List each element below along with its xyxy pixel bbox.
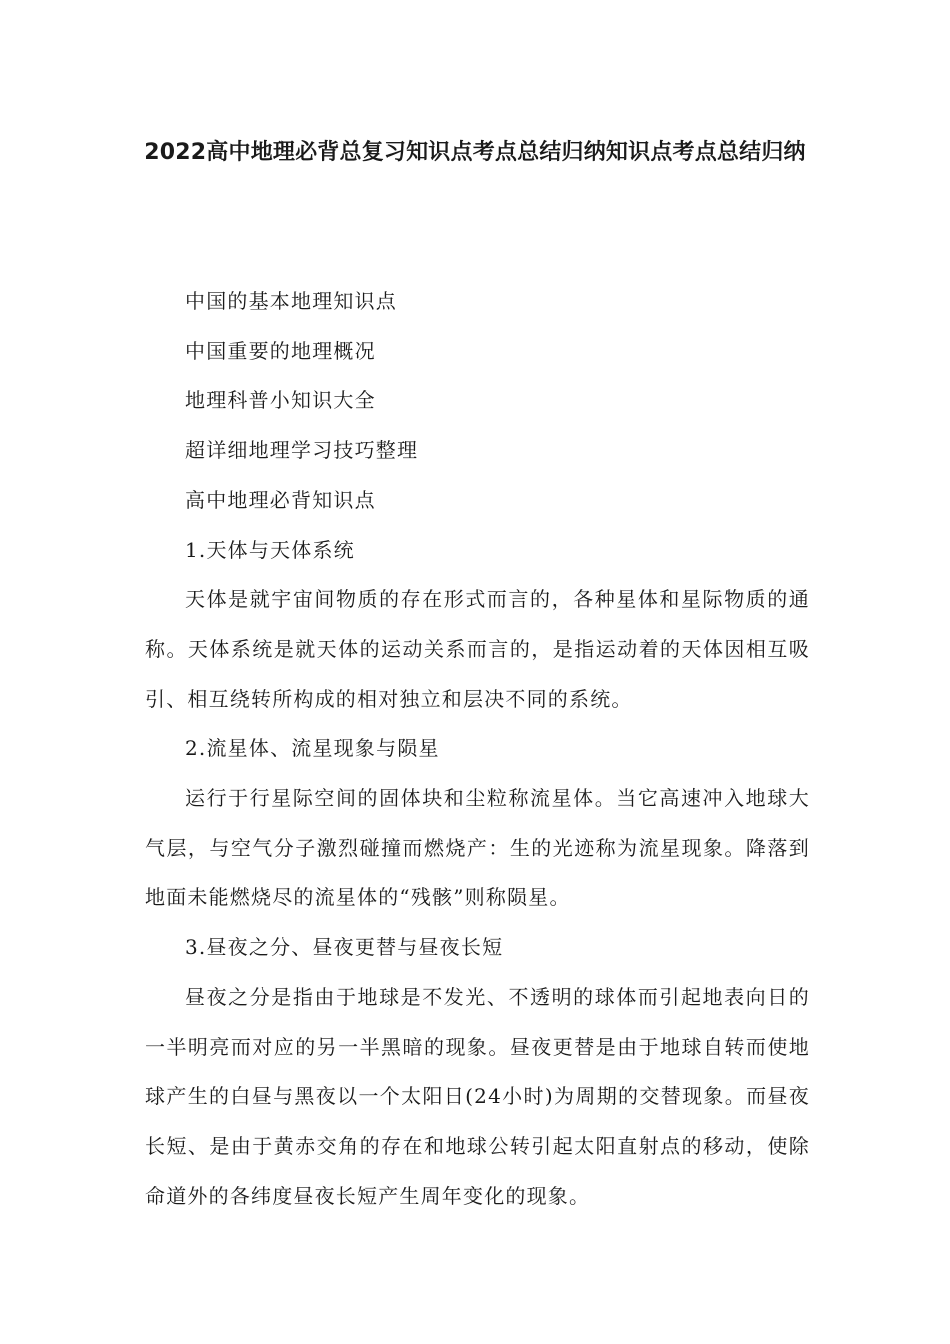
paragraph-meteoroids: 运行于行星际空间的固体块和尘粒称流星体。当它高速冲入地球大气层，与空气分子激烈碰撞而燃烧产：生的光迹称为流星现象。降落到地面未能燃烧尽的流星体的“残骸”则称陨星。 xyxy=(145,786,810,910)
paragraph-high-school-geography: 高中地理必背知识点 xyxy=(185,487,376,512)
section-heading-celestial-bodies: 1.天体与天体系统 xyxy=(185,537,355,562)
section-heading-day-night: 3.昼夜之分、昼夜更替与昼夜长短 xyxy=(185,935,504,960)
paragraph-geography-trivia: 地理科普小知识大全 xyxy=(185,388,376,413)
paragraph-day-night: 昼夜之分是指由于地球是不发光、不透明的球体而引起地表向日的一半明亮而对应的另一半黑暗的现象。昼夜更替是由于地球自转而使地球产生的白昼与黑夜以一个太阳日(24小时)为周期的交替现象。而昼夜长短、是由于黄赤交角的存在和地球公转引起太阳直射点的移动，使除命道外的各纬度昼夜长短产生周年变化的现象。 xyxy=(145,984,810,1208)
paragraph-celestial-bodies: 天体是就宇宙间物质的存在形式而言的，各种星体和星际物质的通称。天体系统是就天体的运动关系而言的，是指运动着的天体因相互吸引、相互绕转所构成的相对独立和层决不同的系统。 xyxy=(145,587,810,711)
section-heading-meteoroids: 2.流星体、流星现象与陨星 xyxy=(185,736,440,761)
document-body xyxy=(145,277,810,1221)
paragraph-geography-study-tips: 超详细地理学习技巧整理 xyxy=(185,438,419,463)
paragraph-china-geography-overview: 中国重要的地理概况 xyxy=(185,338,376,363)
paragraph-china-basic-geography: 中国的基本地理知识点 xyxy=(185,289,397,313)
document-title: 2022高中地理必背总复习知识点考点总结归纳知识点考点总结归纳 xyxy=(144,140,806,165)
